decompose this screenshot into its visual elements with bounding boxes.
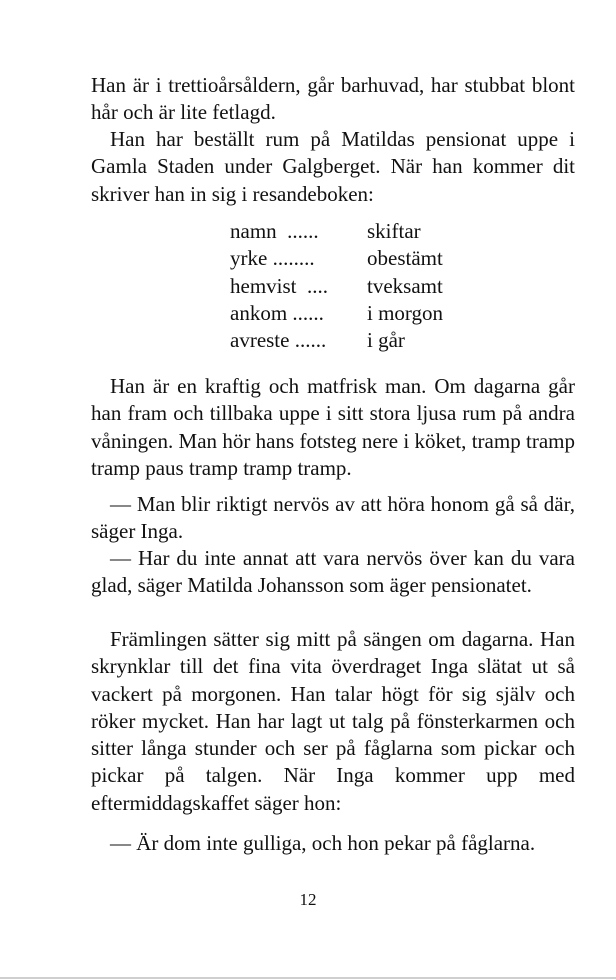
guestbook-entry	[230, 218, 443, 354]
dialogue-1: — Man blir riktigt nervös av att höra honom gå så där, säger Inga.	[91, 492, 575, 544]
paragraph-4: Främlingen sätter sig mitt på sängen om dagarna. Han skrynklar till det fina vita överdraget Inga slätat ut så vackert på morgonen. Han talar högt för sig själv och röker mycket. Han har lagt ut talg på fönsterkarmen och sitter långa stunder och ser på fåglarna som pickar och pickar på talgen. När Inga kommer upp med eftermiddagskaffet säger hon:	[91, 627, 575, 815]
guestbook-row-residence	[230, 273, 443, 300]
guestbook-label: avreste ......	[230, 328, 327, 353]
page-number: 12	[299, 890, 317, 909]
guestbook-value: tveksamt	[367, 273, 443, 298]
paragraph-2: Han har beställt rum på Matildas pensionat uppe i Gamla Staden under Galgberget. När han kommer dit skriver han in sig i resandeboken:	[91, 127, 575, 206]
guestbook-label: hemvist ....	[230, 273, 328, 298]
dialogue-2: — Har du inte annat att vara nervös över kan du vara glad, säger Matilda Johansson som äger pensionatet.	[91, 546, 575, 598]
paragraph-3: Han är en kraftig och matfrisk man. Om dagarna går han fram och tillbaka uppe i sitt stora ljusa rum på andra våningen. Man hör hans fotsteg nere i köket, tramp tramp tramp paus tramp tramp tramp.	[91, 374, 575, 480]
dialogue-3: — Är dom inte gulliga, och hon pekar på fåglarna.	[110, 831, 536, 855]
guestbook-row-name	[230, 218, 443, 245]
guestbook-label: ankom ......	[230, 300, 324, 325]
guestbook-row-departed	[230, 327, 443, 354]
guestbook-value: i går	[367, 328, 405, 353]
guestbook-label: yrke ........	[230, 246, 315, 271]
paragraph-1: Han är i trettioårsåldern, går barhuvad, har stubbat blont hår och är lite fetlagd.	[91, 73, 575, 125]
guestbook-value: i morgon	[367, 300, 444, 325]
page-edge-divider	[0, 977, 616, 979]
guestbook-row-occupation	[230, 245, 443, 272]
guestbook-value: obestämt	[367, 246, 443, 271]
guestbook-row-arrived	[230, 300, 443, 327]
guestbook-label: namn ......	[230, 219, 319, 243]
guestbook-value: skiftar	[367, 219, 421, 243]
